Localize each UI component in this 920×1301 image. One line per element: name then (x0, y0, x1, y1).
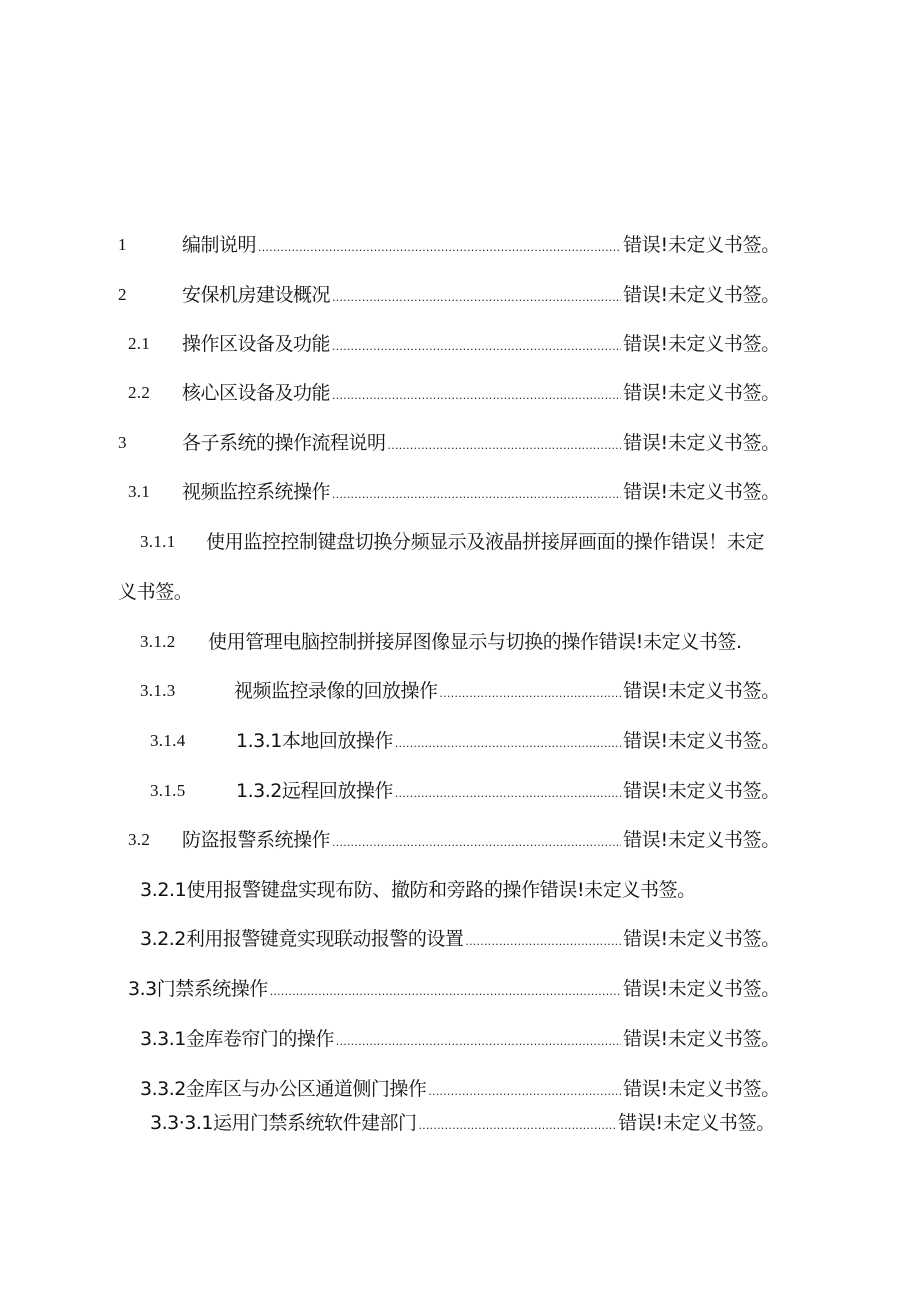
toc-entry[interactable] (118, 378, 780, 408)
dot-leader (332, 827, 621, 857)
toc-entry-title: 3.3.2金库区与办公区通道侧门操作 (140, 1078, 427, 1100)
toc-entry-number: 2 (118, 285, 127, 304)
toc-entry-title: 防盗报警系统操作 (182, 829, 331, 851)
toc-entry-page-ref: 错误!未定义书签。 (623, 730, 780, 752)
toc-entry-page-ref: 错误!未定义书签。 (623, 432, 780, 454)
toc-entry-title: 视频监控系统操作 (182, 481, 331, 503)
toc-entry-title: 3.3门禁系统操作 (128, 978, 268, 1000)
dot-leader (440, 678, 622, 708)
toc-entry-page-ref: 错误!未定义书签。 (623, 333, 780, 355)
toc-entry-number: 2.2 (128, 383, 151, 402)
toc-entry-title: 使用监控控制键盘切换分频显示及液晶拼接屏画面的操作错误！未定 (206, 531, 765, 553)
dot-leader (428, 1076, 621, 1106)
toc-entry-page-ref: 错误!未定义书签。 (623, 928, 780, 950)
toc-entry[interactable] (118, 627, 818, 657)
toc-entry-title: 3.3·3.1运用门禁系统软件建部门 (150, 1112, 417, 1134)
dot-leader (332, 331, 621, 361)
toc-entry[interactable] (118, 329, 780, 359)
toc-entry-page-ref: 错误!未定义书签。 (623, 284, 780, 306)
toc-entry-page-ref: 错误!未定义书签。 (623, 780, 780, 802)
toc-entry-page-ref: 错误!未定义书签。 (623, 978, 780, 1000)
toc-entry[interactable] (118, 527, 818, 557)
dot-leader (270, 976, 621, 1006)
toc-entry-page-ref: 错误!未定义书签。 (623, 234, 780, 256)
toc-entry-continuation[interactable] (118, 577, 318, 607)
toc-entry-title: 操作区设备及功能 (182, 333, 331, 355)
toc-entry-number: 3 (118, 433, 127, 452)
dot-leader (332, 479, 621, 509)
dot-leader (418, 1110, 616, 1140)
toc-entry[interactable] (118, 280, 780, 310)
toc-entry-title: 1.3.1本地回放操作 (236, 730, 393, 752)
dot-leader (332, 282, 621, 312)
toc-entry-page-ref: 错误!未定义书签。 (623, 481, 780, 503)
toc-entry-number: 1 (118, 235, 127, 254)
toc-entry-number: 3.1.2 (140, 632, 176, 651)
toc-entry[interactable] (128, 974, 780, 1004)
toc-entry-page-ref: 错误!未定义书签。 (623, 1028, 780, 1050)
toc-entry[interactable] (118, 230, 780, 260)
toc-entry-number: 3.2 (128, 830, 151, 849)
toc-entry-title: 安保机房建设概况 (182, 284, 331, 306)
toc-entry-title: 编制说明 (182, 234, 257, 256)
toc-entry[interactable] (140, 875, 780, 905)
dot-leader (388, 430, 622, 460)
toc-entry[interactable] (118, 676, 780, 706)
toc-entry[interactable] (118, 776, 780, 806)
toc-entry-page-ref: 错误!未定义书签。 (623, 1078, 780, 1100)
toc-entry[interactable] (118, 477, 780, 507)
dot-leader (395, 778, 621, 808)
dot-leader (258, 232, 621, 262)
toc-entry-number: 2.1 (128, 334, 151, 353)
toc-entry-page-ref: 错误!未定义书签。 (623, 829, 780, 851)
toc-entry[interactable] (150, 1108, 775, 1138)
toc-entry-number: 3.1.4 (150, 731, 186, 750)
toc-entry-title: 3.3.1金库卷帘门的操作 (140, 1028, 334, 1050)
toc-entry-number: 3.1.3 (140, 681, 176, 700)
toc-entry[interactable] (140, 924, 780, 954)
toc-entry-title: 核心区设备及功能 (182, 382, 331, 404)
toc-entry[interactable] (118, 726, 780, 756)
toc-entry-title: 3.2.1使用报警键盘实现布防、撤防和旁路的操作错误!未定义书签。 (140, 879, 696, 901)
toc-entry[interactable] (140, 1024, 780, 1054)
toc-entry-title-continuation: 义书签。 (118, 581, 193, 603)
toc-entry[interactable] (118, 428, 780, 458)
toc-entry-number: 3.1.5 (150, 781, 186, 800)
toc-entry-number: 3.1.1 (140, 532, 176, 551)
toc-entry-number: 3.1 (128, 482, 151, 501)
toc-entry-page-ref: 错误!未定义书签。 (623, 680, 780, 702)
toc-entry[interactable] (118, 825, 780, 855)
toc-entry-title: 使用管理电脑控制拼接屏图像显示与切换的操作错误!未定义书签. (208, 631, 742, 653)
toc-entry-page-ref: 错误!未定义书签。 (618, 1112, 775, 1134)
dot-leader (395, 728, 621, 758)
toc-entry-title: 3.2.2利用报警键竟实现联动报警的设置 (140, 928, 464, 950)
toc-entry-page-ref: 错误!未定义书签。 (623, 382, 780, 404)
toc-entry-title: 各子系统的操作流程说明 (182, 432, 386, 454)
dot-leader (465, 926, 621, 956)
dot-leader (336, 1026, 621, 1056)
dot-leader (332, 380, 621, 410)
toc-entry[interactable] (140, 1074, 780, 1104)
toc-entry-title: 1.3.2远程回放操作 (236, 780, 393, 802)
toc-entry-title: 视频监控录像的回放操作 (234, 680, 438, 702)
